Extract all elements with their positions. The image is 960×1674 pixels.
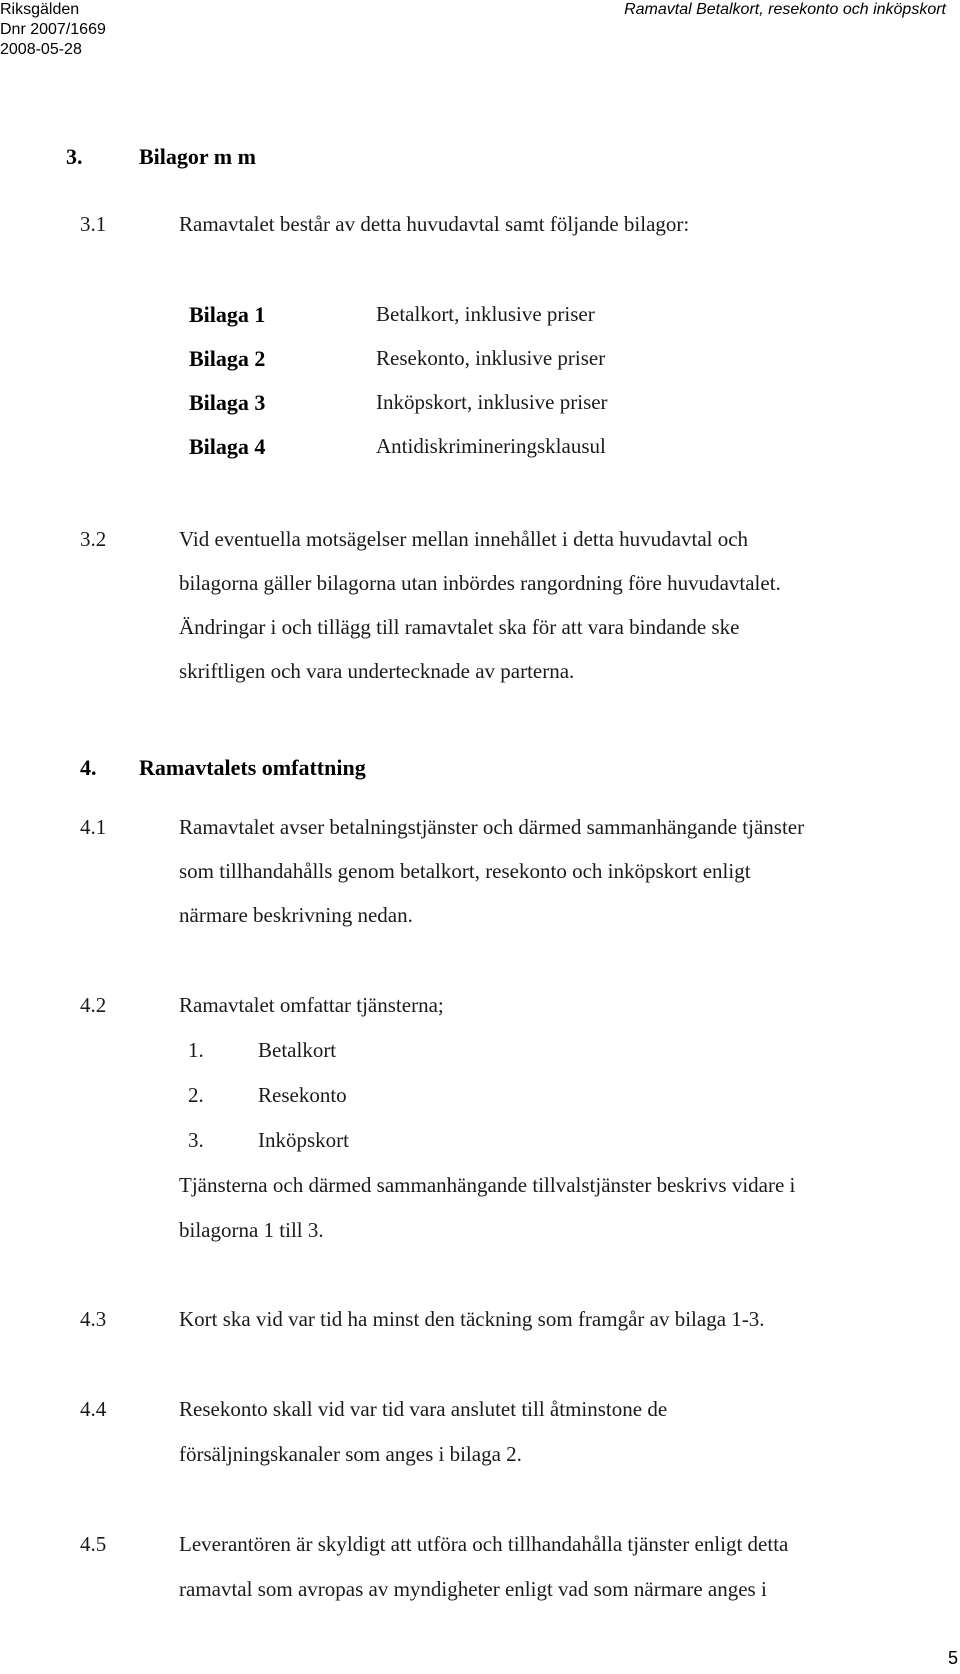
service-item-text: Resekonto [258, 1083, 347, 1107]
para-4-1-number: 4.1 [80, 815, 107, 839]
attachment-desc: Antidiskrimineringsklausul [376, 434, 606, 458]
para-4-2-number: 4.2 [80, 993, 107, 1017]
header-title: Ramavtal Betalkort, resekonto och inköpskort [624, 1, 946, 18]
attachment-desc: Resekonto, inklusive priser [376, 346, 606, 370]
para-4-1-line: Ramavtalet avser betalningstjänster och därmed sammanhängande tjänster [179, 815, 805, 839]
para-3-1-text: Ramavtalet består av detta huvudavtal samt följande bilagor: [179, 212, 690, 236]
para-4-1-line: närmare beskrivning nedan. [179, 903, 413, 927]
attachment-desc: Betalkort, inklusive priser [376, 302, 595, 326]
service-item-number: 3. [188, 1128, 204, 1152]
service-item-text: Inköpskort [258, 1128, 349, 1152]
para-4-2-line: bilagorna 1 till 3. [179, 1218, 324, 1242]
attachment-desc: Inköpskort, inklusive priser [376, 390, 608, 414]
para-3-2-line: bilagorna gäller bilagorna utan inbördes rangordning före huvudavtalet. [179, 571, 781, 595]
service-item-number: 1. [188, 1038, 204, 1062]
para-4-5-line: Leverantören är skyldigt att utföra och tillhandahålla tjänster enligt detta [179, 1532, 789, 1556]
section-4-number: 4. [80, 755, 97, 780]
header-ref: Dnr 2007/1669 [0, 21, 106, 38]
para-4-4-line: Resekonto skall vid var tid vara anslutet till åtminstone de [179, 1397, 668, 1421]
para-4-2-line: Tjänsterna och därmed sammanhängande tillvalstjänster beskrivs vidare i [179, 1173, 796, 1197]
para-3-1-number: 3.1 [80, 212, 107, 236]
service-item-number: 2. [188, 1083, 204, 1107]
para-3-2-line: Vid eventuella motsägelser mellan innehållet i detta huvudavtal och [179, 527, 749, 551]
page-number: 5 [947, 1648, 958, 1668]
service-item-text: Betalkort [258, 1038, 337, 1062]
para-4-1-line: som tillhandahålls genom betalkort, resekonto och inköpskort enligt [179, 859, 751, 883]
section-3-heading: Bilagor m m [139, 144, 256, 169]
para-4-5-number: 4.5 [80, 1532, 107, 1556]
header-org: Riksgälden [0, 1, 80, 18]
attachment-label: Bilaga 3 [189, 390, 266, 415]
para-4-4-number: 4.4 [80, 1397, 107, 1421]
header-date: 2008-05-28 [0, 41, 82, 58]
para-3-2-line: skriftligen och vara undertecknade av parterna. [179, 659, 575, 683]
para-4-5-line: ramavtal som avropas av myndigheter enligt vad som närmare anges i [179, 1577, 767, 1601]
para-4-3-number: 4.3 [80, 1307, 107, 1331]
para-4-2-intro: Ramavtalet omfattar tjänsterna; [179, 993, 444, 1017]
attachment-label: Bilaga 1 [189, 302, 266, 327]
para-3-2-number: 3.2 [80, 527, 107, 551]
section-4-heading: Ramavtalets omfattning [139, 755, 366, 780]
para-3-2-line: Ändringar i och tillägg till ramavtalet ska för att vara bindande ske [179, 615, 740, 639]
para-4-3-line: Kort ska vid var tid ha minst den täckning som framgår av bilaga 1-3. [179, 1307, 765, 1331]
para-4-4-line: försäljningskanaler som anges i bilaga 2. [179, 1442, 522, 1466]
attachment-label: Bilaga 4 [189, 434, 266, 459]
section-3-number: 3. [66, 144, 83, 169]
attachment-label: Bilaga 2 [189, 346, 266, 371]
